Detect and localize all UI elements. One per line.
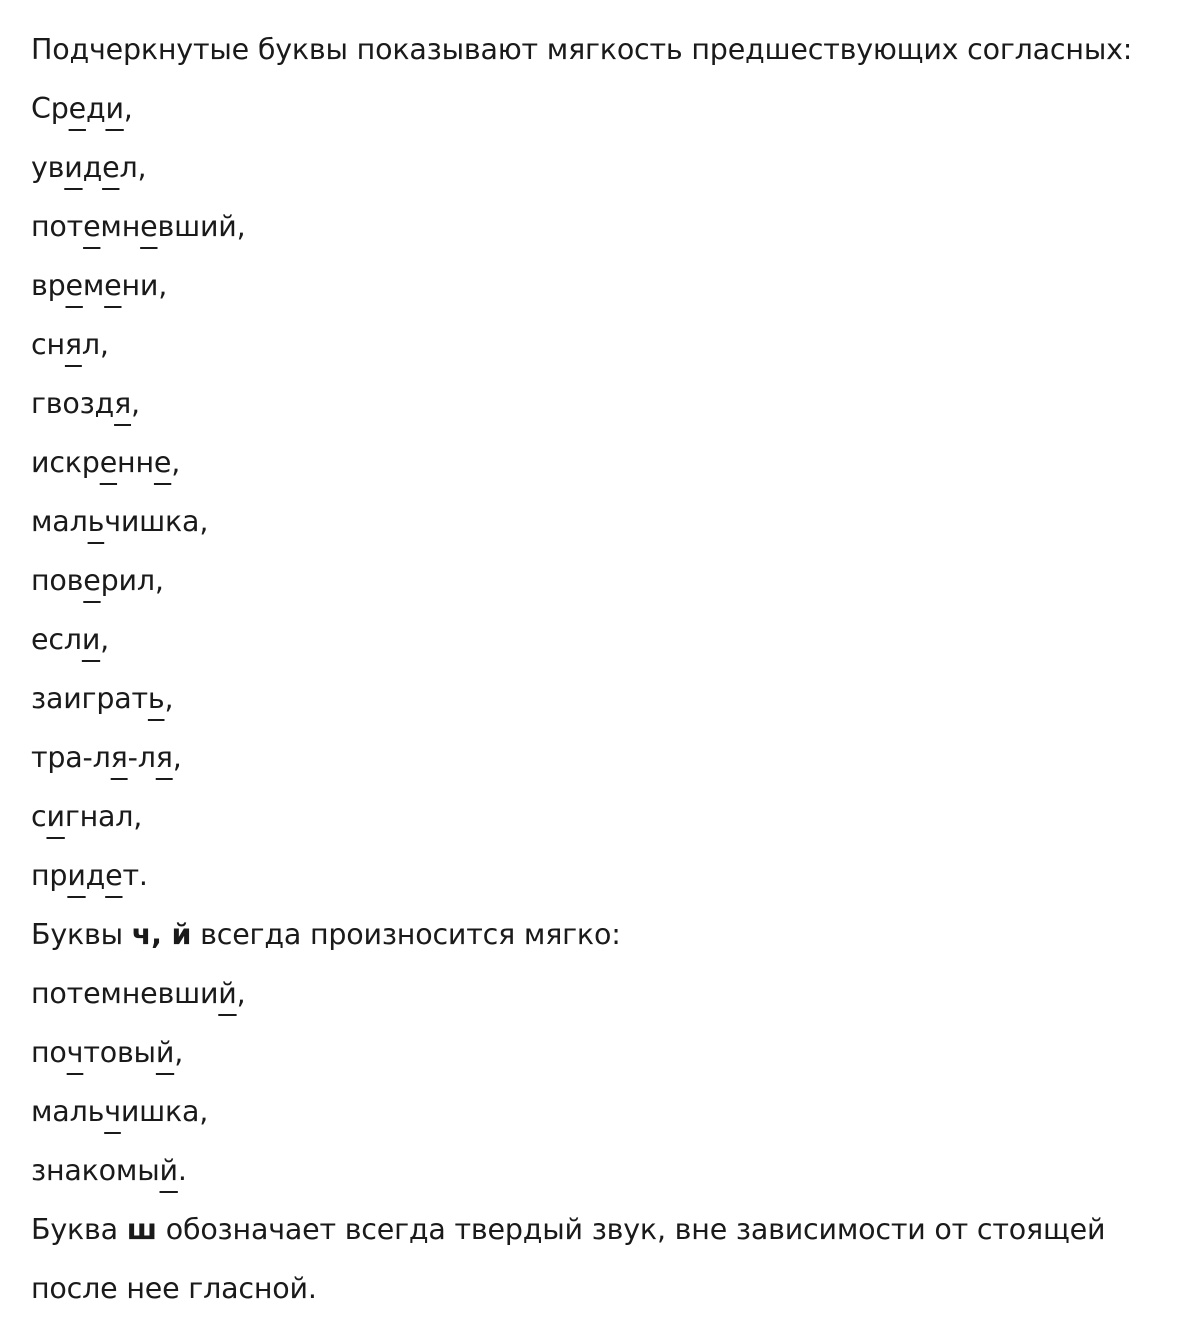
- underlined-letter: и: [64, 151, 83, 184]
- text-line: [31, 787, 1191, 846]
- underlined-letter: е: [140, 210, 158, 243]
- text-segment: вр: [31, 269, 66, 302]
- text-segment: маль: [31, 1095, 105, 1128]
- text-segment: пот: [31, 210, 84, 243]
- text-segment: ишка,: [120, 1095, 209, 1128]
- text-line: [31, 79, 1191, 138]
- bold-letters: ш: [126, 1213, 157, 1246]
- underlined-letter: й: [159, 1154, 178, 1187]
- text-line: [31, 433, 1191, 492]
- text-segment: т.: [122, 859, 148, 892]
- underlined-letter: е: [104, 269, 122, 302]
- text-segment: рил,: [100, 564, 164, 597]
- underlined-letter: е: [65, 269, 83, 302]
- text-segment: искр: [31, 446, 100, 479]
- text-line: [31, 1082, 1191, 1141]
- text-segment: потемневши: [31, 977, 219, 1010]
- text-segment: по: [31, 1036, 67, 1069]
- text-line: [31, 905, 1191, 964]
- text-segment: товы: [83, 1036, 156, 1069]
- text-line: [31, 1200, 1191, 1259]
- text-line: [31, 846, 1191, 905]
- text-line: [31, 1023, 1191, 1082]
- underlined-letter: и: [81, 623, 101, 656]
- text-segment: с: [31, 800, 47, 833]
- text-segment: пр: [31, 859, 68, 892]
- text-segment: ,: [100, 623, 110, 656]
- text-segment: Буквы: [31, 918, 132, 951]
- text-line: [31, 1259, 1191, 1318]
- text-segment: л,: [119, 151, 147, 184]
- underlined-letter: й: [218, 977, 237, 1010]
- underlined-letter: е: [68, 92, 86, 125]
- text-segment: мал: [31, 505, 88, 538]
- underlined-letter: е: [105, 859, 123, 892]
- text-segment: гнал,: [64, 800, 143, 833]
- text-segment: знакомы: [31, 1154, 160, 1187]
- text-line: [31, 138, 1191, 197]
- text-segment: всегда произносится мягко:: [191, 918, 621, 951]
- text-segment: есл: [31, 623, 82, 656]
- text-segment: ни,: [121, 269, 168, 302]
- text-segment: ,: [164, 682, 174, 715]
- text-segment: сн: [31, 328, 65, 361]
- text-segment: тра-л: [31, 741, 111, 774]
- underlined-letter: е: [153, 446, 172, 479]
- text-segment: ,: [174, 1036, 184, 1069]
- text-segment: нн: [117, 446, 154, 479]
- text-segment: после нее гласной.: [31, 1272, 317, 1305]
- underlined-letter: ь: [87, 505, 105, 538]
- text-segment: заиграт: [31, 682, 148, 715]
- text-segment: л,: [81, 328, 109, 361]
- text-segment: гвозд: [31, 387, 115, 420]
- text-segment: мн: [100, 210, 141, 243]
- text-segment: д: [85, 859, 106, 892]
- text-segment: ,: [172, 741, 182, 774]
- text-segment: чишка,: [104, 505, 209, 538]
- text-line: [31, 374, 1191, 433]
- underlined-letter: е: [99, 446, 118, 479]
- text-segment: пов: [31, 564, 84, 597]
- underlined-letter: и: [67, 859, 86, 892]
- underlined-letter: и: [105, 92, 124, 125]
- text-segment: обозначает всегда твердый звук, вне зависимости от стоящей: [156, 1213, 1106, 1246]
- underlined-letter: и: [46, 800, 65, 833]
- text-line: [31, 20, 1191, 79]
- underlined-letter: е: [83, 564, 101, 597]
- underlined-letter: я: [64, 328, 82, 361]
- underlined-letter: е: [83, 210, 101, 243]
- text-segment: .: [177, 1154, 187, 1187]
- underlined-letter: е: [102, 151, 120, 184]
- text-line: [31, 964, 1191, 1023]
- underlined-letter: ь: [147, 682, 165, 715]
- underlined-letter: я: [114, 387, 132, 420]
- bold-letters: ч, й: [131, 918, 192, 951]
- text-segment: м: [82, 269, 105, 302]
- text-segment: Ср: [31, 92, 69, 125]
- underlined-letter: я: [155, 741, 173, 774]
- text-line: [31, 610, 1191, 669]
- text-segment: ,: [236, 977, 246, 1010]
- underlined-letter: ч: [66, 1036, 84, 1069]
- text-segment: ,: [123, 92, 133, 125]
- text-segment: Подчеркнутые буквы показывают мягкость предшествующих согласных:: [31, 33, 1133, 66]
- text-segment: ,: [171, 446, 181, 479]
- text-line: [31, 669, 1191, 728]
- underlined-letter: я: [110, 741, 128, 774]
- underlined-letter: й: [155, 1036, 175, 1069]
- text-line: [31, 492, 1191, 551]
- text-line: [31, 315, 1191, 374]
- text-line: [31, 197, 1191, 256]
- underlined-letter: ч: [104, 1095, 121, 1128]
- text-line: [31, 256, 1191, 315]
- text-line: [31, 551, 1191, 610]
- text-segment: ув: [31, 151, 65, 184]
- text-line: [31, 1141, 1191, 1200]
- text-segment: ,: [131, 387, 140, 420]
- text-line: [31, 728, 1191, 787]
- text-segment: -л: [127, 741, 156, 774]
- text-segment: вший,: [157, 210, 246, 243]
- text-segment: д: [85, 92, 106, 125]
- text-segment: Буква: [31, 1213, 127, 1246]
- text-segment: д: [82, 151, 103, 184]
